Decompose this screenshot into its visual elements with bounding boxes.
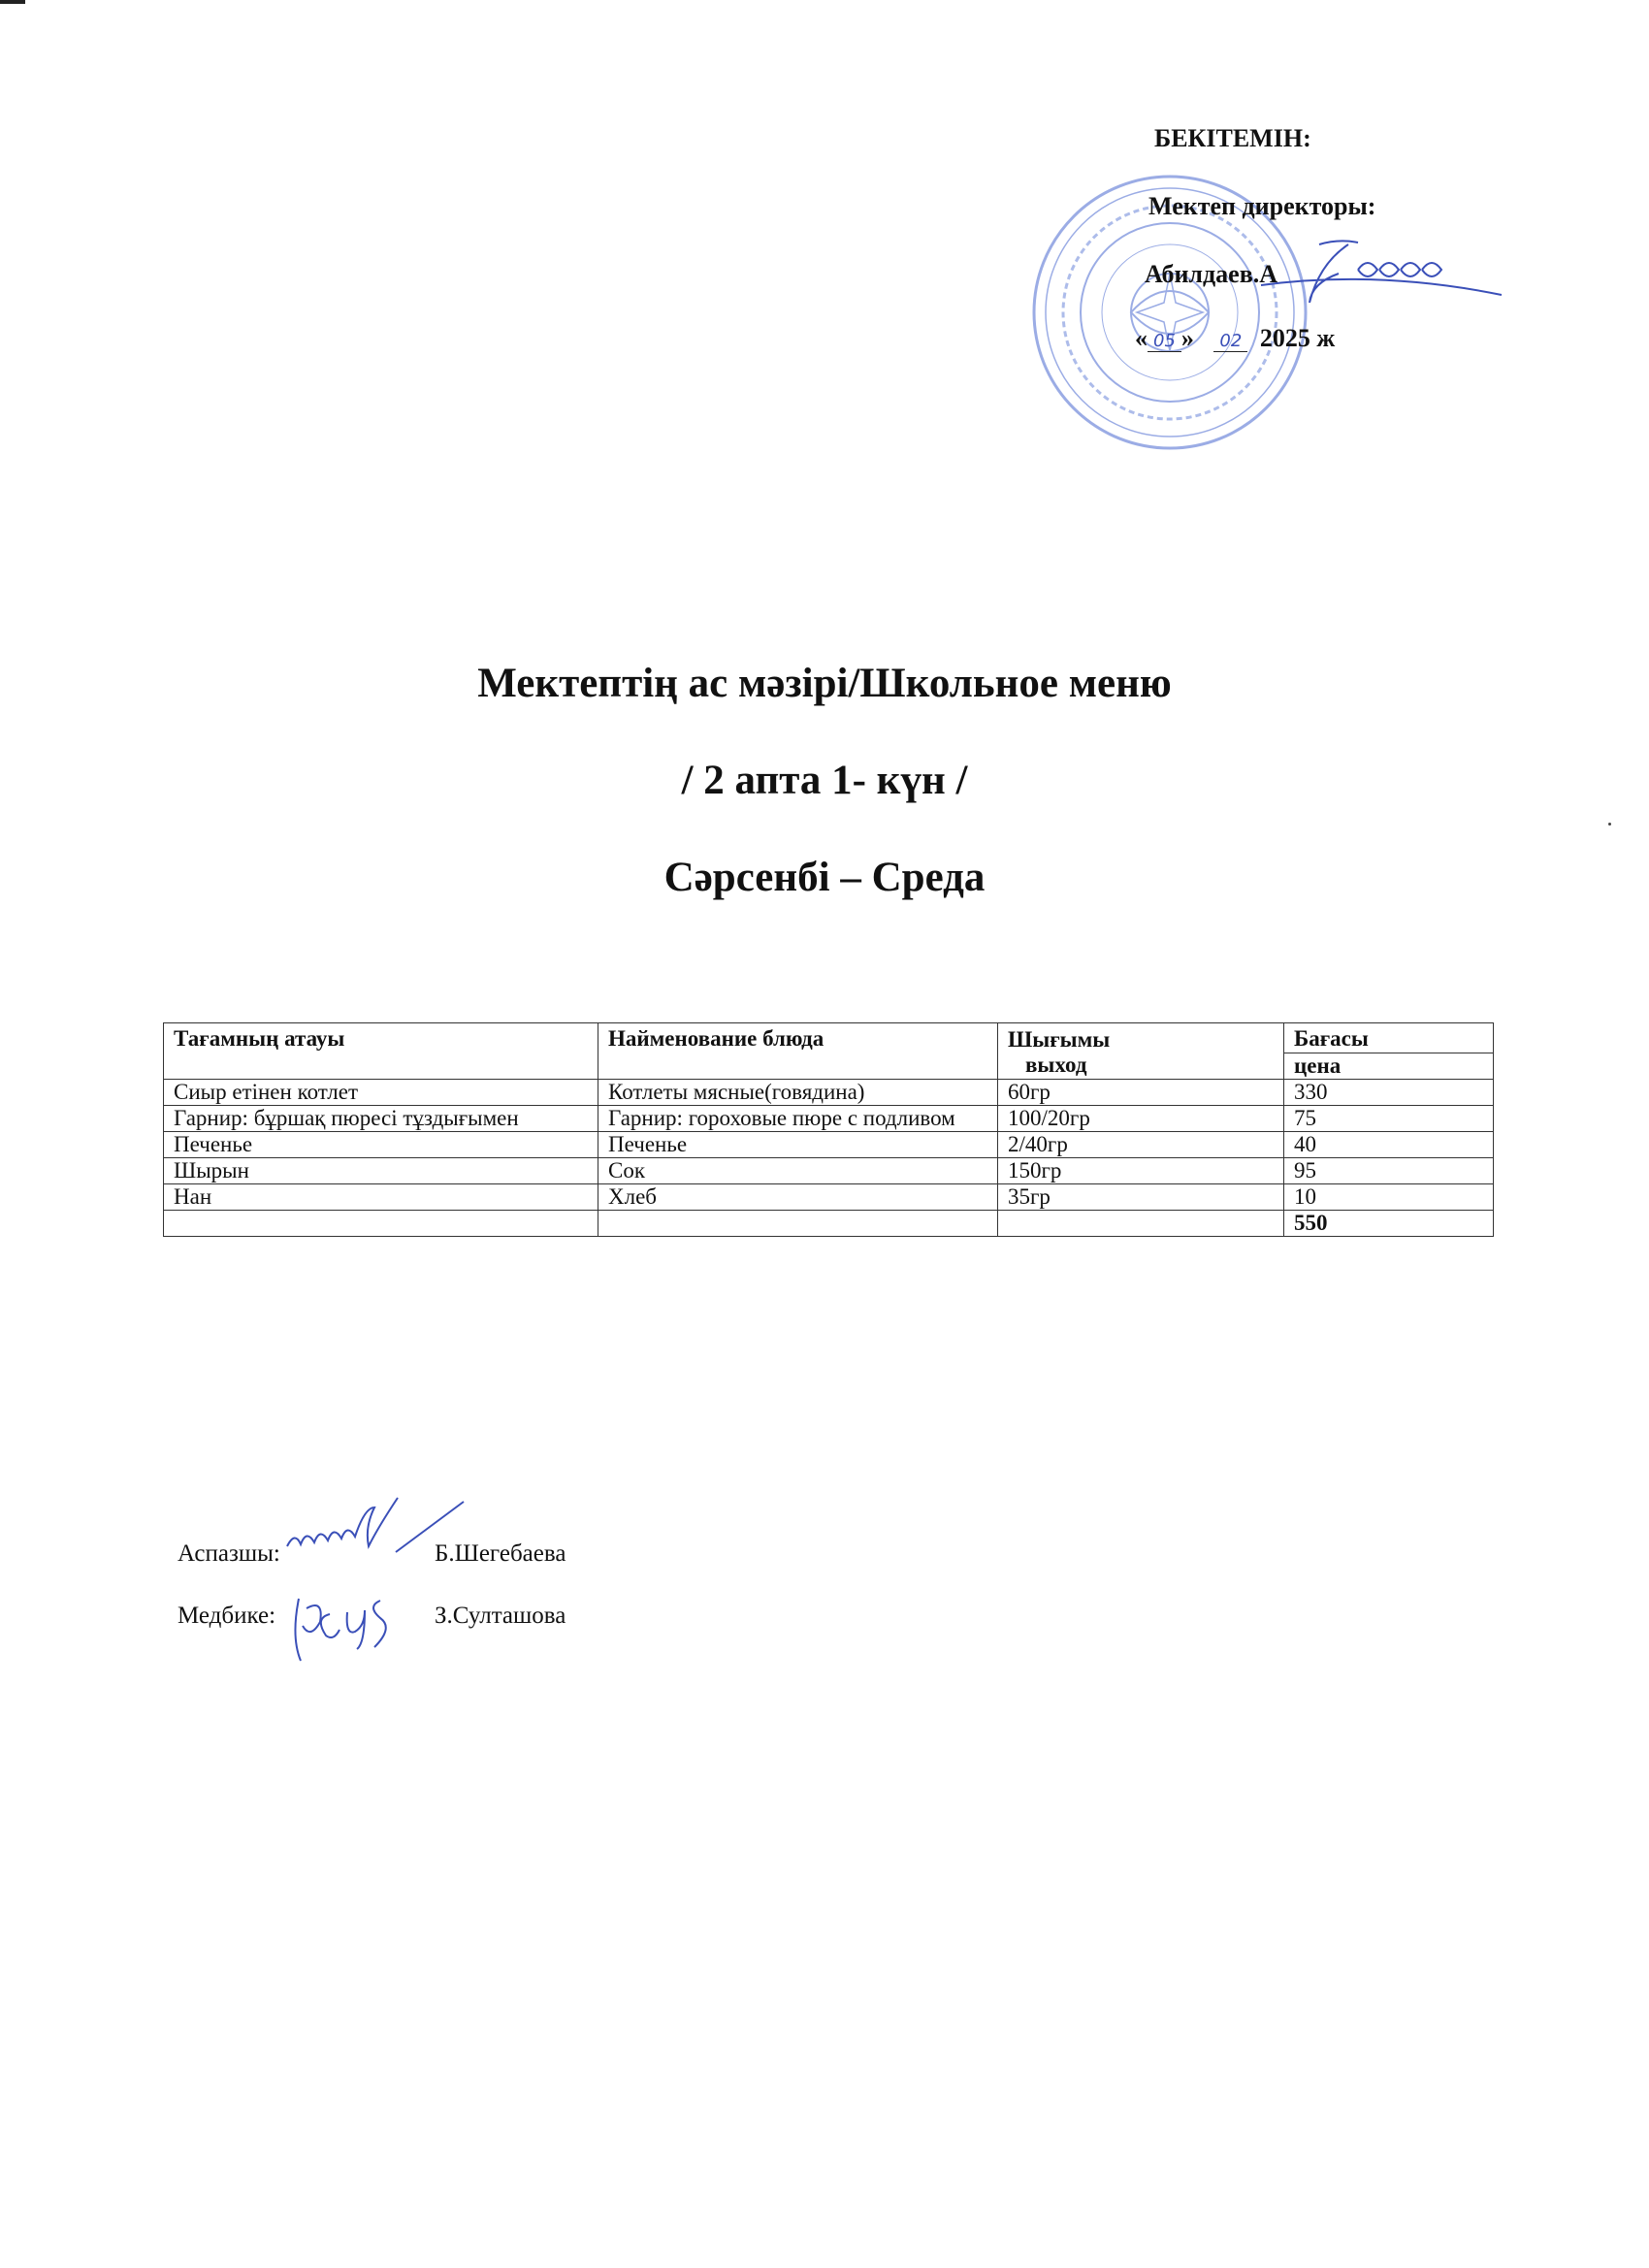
- date-month: 02: [1213, 331, 1247, 352]
- cell-name-kz: Печенье: [164, 1132, 598, 1158]
- cell-price: 95: [1284, 1158, 1494, 1184]
- cell-yield: 150гр: [998, 1158, 1284, 1184]
- cell-name-ru: Котлеты мясные(говядина): [598, 1080, 998, 1106]
- approval-date: [1135, 324, 1335, 353]
- date-day: 05: [1148, 331, 1181, 352]
- date-open-quote: «: [1135, 324, 1148, 352]
- nurse-label: Медбике:: [178, 1603, 276, 1629]
- cell-name-kz: Шырын: [164, 1158, 598, 1184]
- menu-title: Мектептің ас мәзірі/Школьное меню: [477, 661, 1172, 706]
- total-row: [164, 1211, 1494, 1237]
- weekday-title: Сәрсенбі – Среда: [663, 855, 986, 900]
- table-header-row: [164, 1023, 1494, 1053]
- header-yield: [998, 1023, 1284, 1080]
- cell-name-kz: Гарнир: бұршақ пюресі тұздығымен: [164, 1106, 598, 1132]
- cook-name: Б.Шегебаева: [435, 1540, 566, 1567]
- cell-yield: 2/40гр: [998, 1132, 1284, 1158]
- total-empty-cell: [998, 1211, 1284, 1237]
- total-empty-cell: [598, 1211, 998, 1237]
- director-name: Абилдаев.А: [1145, 260, 1278, 288]
- total-empty-cell: [164, 1211, 598, 1237]
- cell-name-ru: Печенье: [598, 1132, 998, 1158]
- total-price: 550: [1284, 1211, 1494, 1237]
- cell-price: 40: [1284, 1132, 1494, 1158]
- cell-name-ru: Сок: [598, 1158, 998, 1184]
- cell-name-kz: Нан: [164, 1184, 598, 1211]
- cook-label: Аспазшы:: [178, 1540, 280, 1567]
- header-name-ru: Найменование блюда: [598, 1023, 998, 1080]
- cell-price: 10: [1284, 1184, 1494, 1211]
- date-close-quote: »: [1180, 324, 1194, 352]
- table-row: [164, 1184, 1494, 1211]
- scan-speck: [1608, 823, 1611, 826]
- director-label: Мектеп директоры:: [1148, 192, 1376, 220]
- scan-corner-mark: [0, 0, 25, 4]
- cell-name-ru: Хлеб: [598, 1184, 998, 1211]
- approve-label: БЕКІТЕМІН:: [1154, 124, 1311, 152]
- table-row: [164, 1158, 1494, 1184]
- nurse-signature: [287, 1579, 413, 1663]
- table-row: [164, 1106, 1494, 1132]
- menu-table: [163, 1022, 1494, 1237]
- header-yield-ru: выход: [1025, 1053, 1087, 1077]
- cell-price: 330: [1284, 1080, 1494, 1106]
- header-price-kz: Бағасы: [1284, 1023, 1494, 1053]
- nurse-name: З.Султашова: [435, 1603, 566, 1629]
- header-price-ru: цена: [1284, 1053, 1494, 1079]
- table-row: [164, 1132, 1494, 1158]
- cell-yield: 35гр: [998, 1184, 1284, 1211]
- cell-yield: 60гр: [998, 1080, 1284, 1106]
- header-yield-kz: Шығымы: [1008, 1027, 1111, 1052]
- cell-name-ru: Гарнир: гороховые пюре с подливом: [598, 1106, 998, 1132]
- cell-name-kz: Сиыр етінен котлет: [164, 1080, 598, 1106]
- cell-price: 75: [1284, 1106, 1494, 1132]
- week-day-subtitle: / 2 апта 1- күн /: [681, 758, 968, 803]
- director-signature: [1251, 235, 1504, 312]
- header-name-kz: Тағамның атауы: [164, 1023, 598, 1080]
- table-row: [164, 1080, 1494, 1106]
- cell-yield: 100/20гр: [998, 1106, 1284, 1132]
- date-year: 2025 ж: [1259, 324, 1336, 352]
